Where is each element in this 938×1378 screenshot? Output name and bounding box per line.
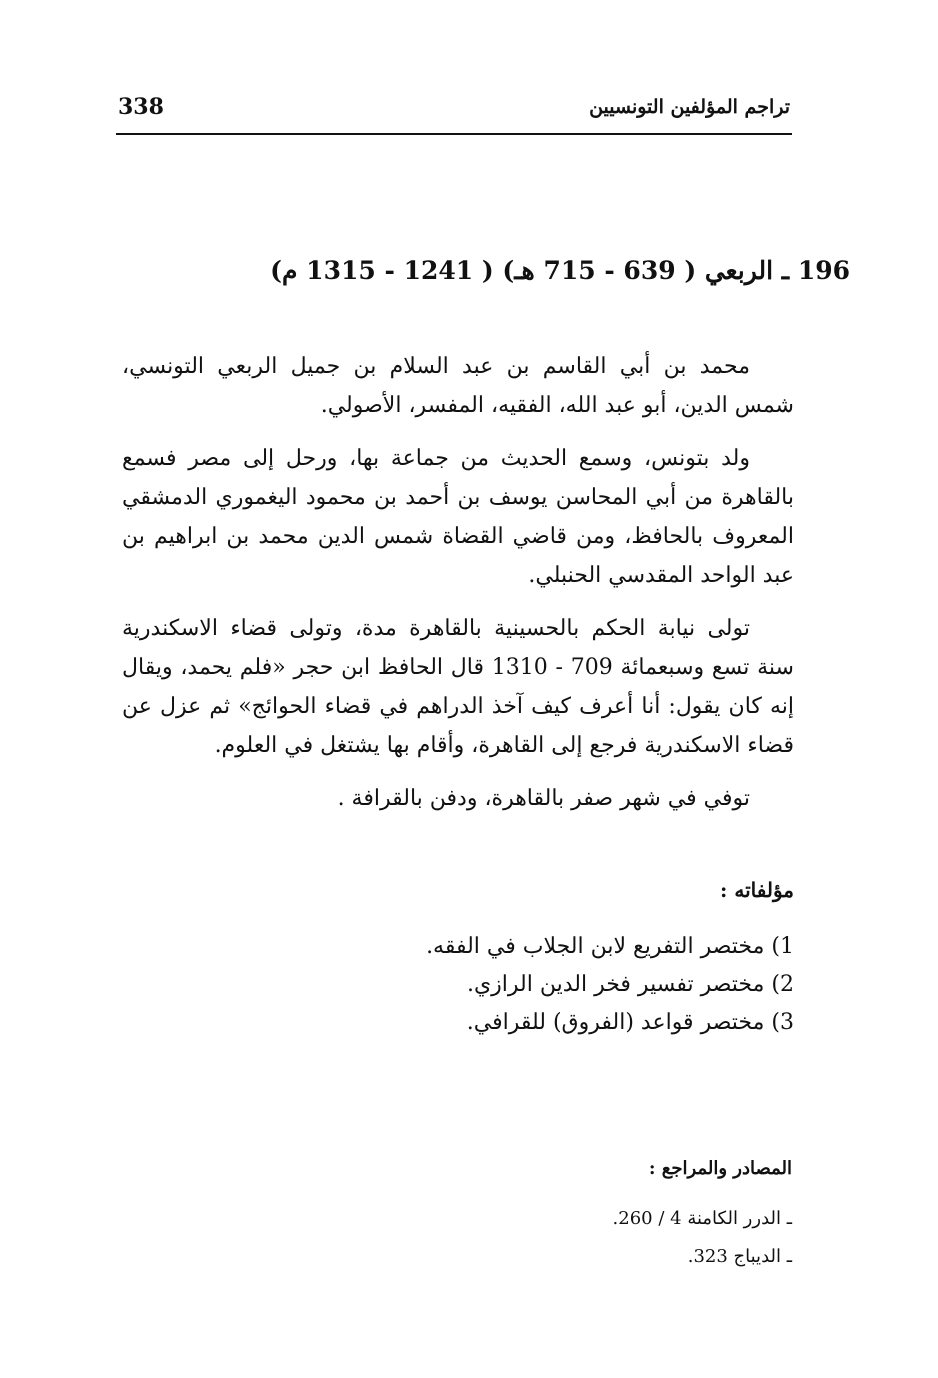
works-list-item: 1) مختصر التفريع لابن الجلاب في الفقه. [426, 934, 794, 959]
biography-body [122, 347, 794, 832]
paragraph-studies: ولد بتونس، وسمع الحديث من جماعة بها، ورحل إلى مصر فسمع بالقاهرة من أبي المحاسن يوسف بن أحمد بن محمود اليغموري الدمشقي المعروف بالحافظ، ومن قاضي القضاة شمس الدين محمد بن ابراهيم بن عبد الواحد المقدسي الحنبلي. [122, 446, 794, 588]
sources-list [613, 1200, 792, 1276]
works-heading: مؤلفاته : [720, 878, 794, 902]
sources-heading: المصادر والمراجع : [648, 1158, 792, 1179]
running-head [118, 92, 790, 122]
paragraph-death: توفي في شهر صفر بالقاهرة، ودفن بالقرافة . [337, 786, 750, 811]
works-list-item: 2) مختصر تفسير فخر الدين الرازي. [466, 972, 794, 997]
running-title: تراجم المؤلفين التونسيين [589, 96, 790, 118]
page-number: 338 [118, 94, 164, 120]
paragraph-name: محمد بن أبي القاسم بن عبد السلام بن جميل الربعي التونسي، شمس الدين، أبو عبد الله، الفقيه، المفسر، الأصولي. [122, 354, 794, 418]
entry-heading [150, 256, 850, 285]
header-rule [116, 133, 792, 135]
sources-list-item: ـ الدرر الكامنة 4 / 260. [612, 1208, 792, 1229]
works-list-item: 3) مختصر قواعد (الفروق) للقرافي. [466, 1010, 794, 1035]
sources-list-item: ـ الديباج 323. [687, 1246, 792, 1267]
works-list [426, 928, 794, 1042]
entry-title: ـ الربعي ( 639 - 715 هـ) ( 1241 - 1315 م) [270, 256, 790, 285]
entry-number: 196 [797, 256, 850, 285]
paragraph-career: تولى نيابة الحكم بالحسينية بالقاهرة مدة، وتولى قضاء الاسكندرية سنة تسع وسبعمائة 709 - 1310 قال الحافظ ابن حجر «فلم يحمد، ويقال إنه كان يقول: أنا أعرف كيف آخذ الدراهم في قضاء الحوائج» ثم عزل عن قضاء الاسكندرية فرجع إلى القاهرة، وأقام بها يشتغل في العلوم. [122, 616, 794, 758]
